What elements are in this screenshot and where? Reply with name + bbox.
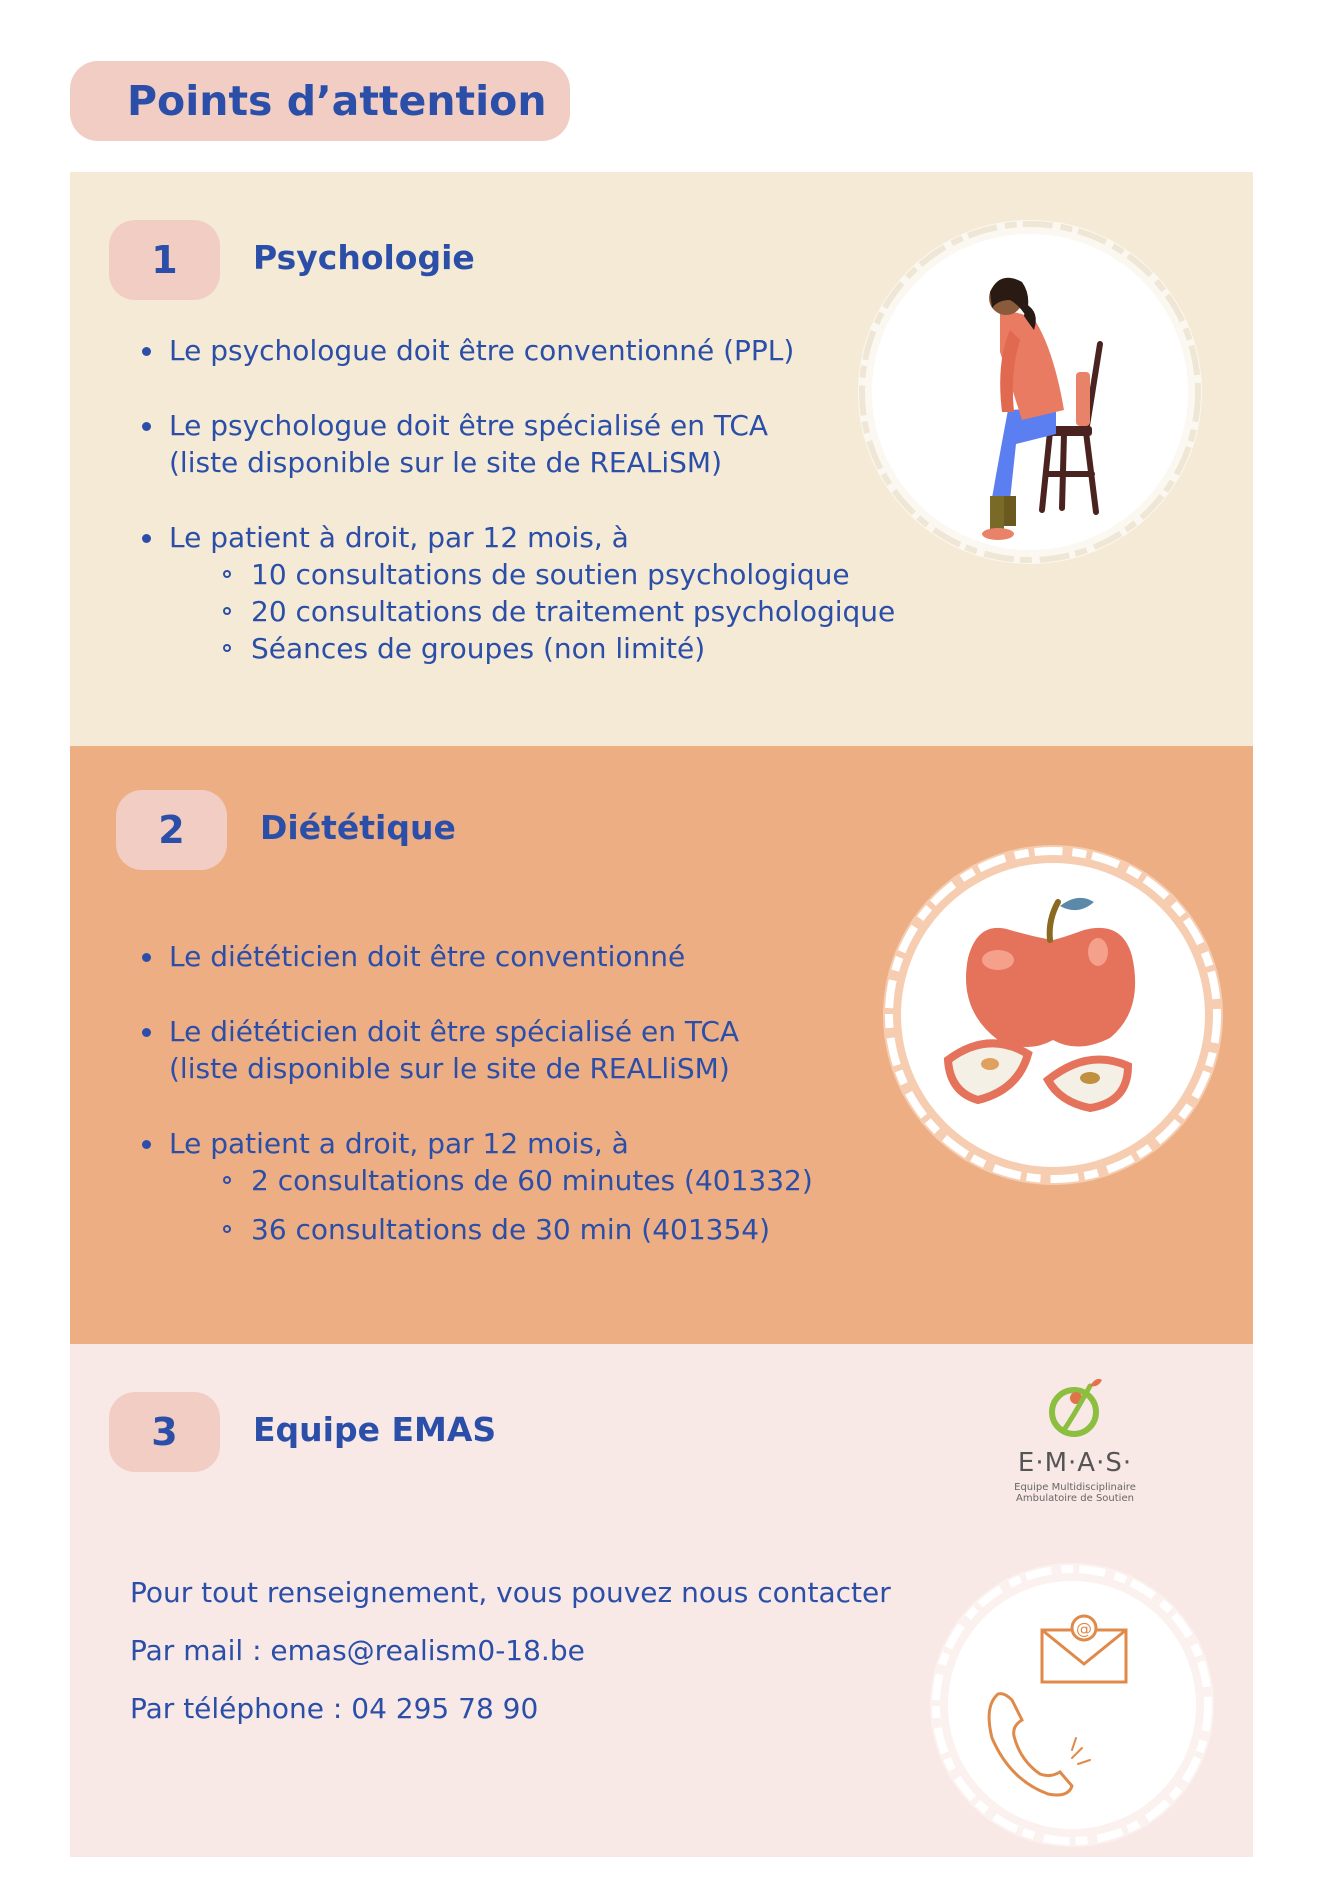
sub-list-item: 10 consultations de soutien psychologique xyxy=(223,556,1000,593)
emas-logo-line2: Ambulatoire de Soutien xyxy=(1016,1493,1134,1504)
section-equipe-emas xyxy=(70,1344,1253,1857)
contact-intro: Pour tout renseignement, vous pouvez nous contacter xyxy=(130,1576,891,1609)
list-item: Le psychologue doit être conventionné (PPL) xyxy=(140,332,1000,369)
sub-list-item: 20 consultations de traitement psychologique xyxy=(223,593,1000,630)
sub-list-item: 36 consultations de 30 min (401354) xyxy=(223,1211,960,1248)
list-item: Le diététicien doit être spécialisé en TCA (liste disponible sur le site de REALliSM) xyxy=(140,1013,960,1087)
emas-logo-name: E·M·A·S· xyxy=(1017,1448,1133,1478)
list-item: Le diététicien doit être conventionné xyxy=(140,938,960,975)
svg-text:@: @ xyxy=(1076,1619,1092,1638)
page-title: Points d’attention xyxy=(70,61,570,141)
section-title-dietetique: Diététique xyxy=(260,808,456,847)
emas-logo xyxy=(1000,1372,1150,1504)
woman-sitting-illustration xyxy=(850,212,1210,572)
list-item: Le patient a droit, par 12 mois, à 2 consultations de 60 minutes (401332) 36 consultations de 30 min (401354) xyxy=(140,1125,960,1248)
contact-phone: Par téléphone : 04 295 78 90 xyxy=(130,1692,539,1725)
apple-illustration xyxy=(878,840,1228,1190)
emas-logo-line1: Equipe Multidisciplinaire xyxy=(1014,1482,1136,1493)
contact-email: Par mail : emas@realism0-18.be xyxy=(130,1634,585,1667)
list-item: Le psychologue doit être spécialisé en TCA (liste disponible sur le site de REALiSM) xyxy=(140,407,1000,481)
section-dietetique xyxy=(70,746,1253,1344)
sub-list-item: 2 consultations de 60 minutes (401332) xyxy=(223,1162,960,1199)
section-title-emas: Equipe EMAS xyxy=(253,1410,497,1449)
section-number-3: 3 xyxy=(109,1392,220,1472)
sub-list-item: Séances de groupes (non limité) xyxy=(223,630,1000,667)
contact-info xyxy=(130,1564,891,1738)
list-item: Le patient à droit, par 12 mois, à 10 consultations de soutien psychologique 20 consultations de traitement psychologique Séances de groupes (non limité) xyxy=(140,519,1000,667)
dietetique-list xyxy=(140,938,960,1286)
emas-logo-icon xyxy=(1040,1372,1110,1442)
section-number-1: 1 xyxy=(109,220,220,300)
section-psychologie xyxy=(70,172,1253,746)
section-number-2: 2 xyxy=(116,790,227,870)
mail-phone-illustration xyxy=(922,1560,1222,1850)
section-title-psychologie: Psychologie xyxy=(253,238,475,277)
